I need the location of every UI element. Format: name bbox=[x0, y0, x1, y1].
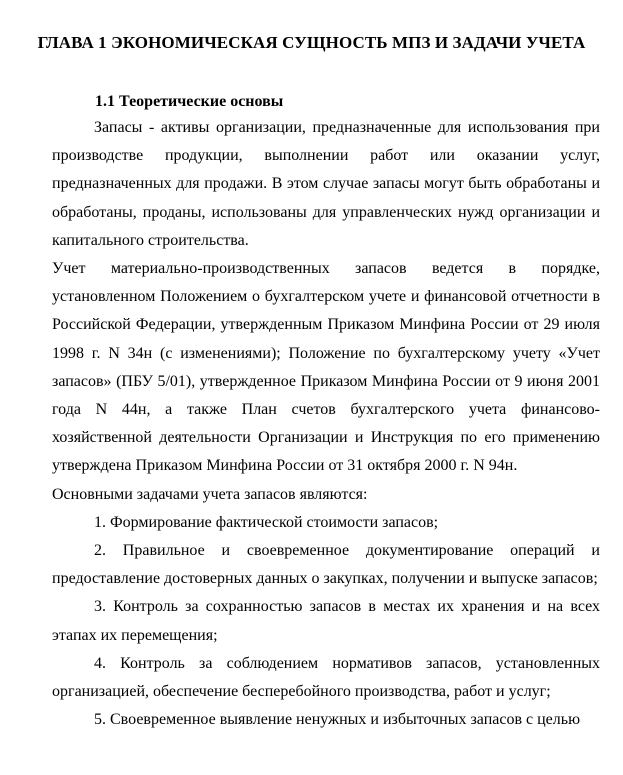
list-item-task-1: 1. Формирование фактической стоимости запасов; bbox=[94, 513, 439, 531]
list-item-task-5: 5. Своевременное выявление ненужных и избыточных запасов с целью bbox=[94, 711, 581, 729]
chapter-title: ГЛАВА 1 ЭКОНОМИЧЕСКАЯ СУЩНОСТЬ МПЗ И ЗАДАЧИ УЧЕТА bbox=[37, 33, 586, 52]
paragraph-accounting-regulations: Учет материально-производственных запасов ведется в порядке, установленном Положением о бухгалтерском учете и финансовой отчетности в Российской Федерации, утвержденным Приказом Минфина России от 29 июля 1998 г. N 34н (с изменениями); Положение по бухгалтерскому учету «Учет запасов» (ПБУ 5/01), утвержденное Приказом Минфина России от 9 июня 2001 года N 44н, а также План счетов бухгалтерского учета финансово-хозяйственной деятельности Организации и Инструкция по его применению утверждена Приказом Минфина России от 31 октября 2000 г. N 94н. bbox=[52, 260, 600, 475]
paragraph-tasks-intro: Основными задачами учета запасов являются: bbox=[52, 485, 368, 503]
section-title: 1.1 Теоретические основы bbox=[95, 93, 284, 110]
body-text bbox=[52, 114, 600, 734]
list-item-task-4: 4. Контроль за соблюдением нормативов запасов, установленных организацией, обеспечение бесперебойного производства, работ и услуг; bbox=[52, 654, 600, 701]
list-item-task-3: 3. Контроль за сохранностью запасов в местах их хранения и на всех этапах их перемещения; bbox=[52, 598, 600, 644]
list-item-task-2: 2. Правильное и своевременное документирование операций и предоставление достоверных данных о закупках, получении и выпуске запасов; bbox=[52, 542, 600, 588]
paragraph-inventory-definition: Запасы - активы организации, предназначенные для использования при производстве продукции, выполнении работ или оказании услуг, предназначенных для продажи. В этом случае запасы могут быть обработаны и обработаны, проданы, использованы для управленческих нужд организации и капитального строительства. bbox=[52, 119, 600, 249]
